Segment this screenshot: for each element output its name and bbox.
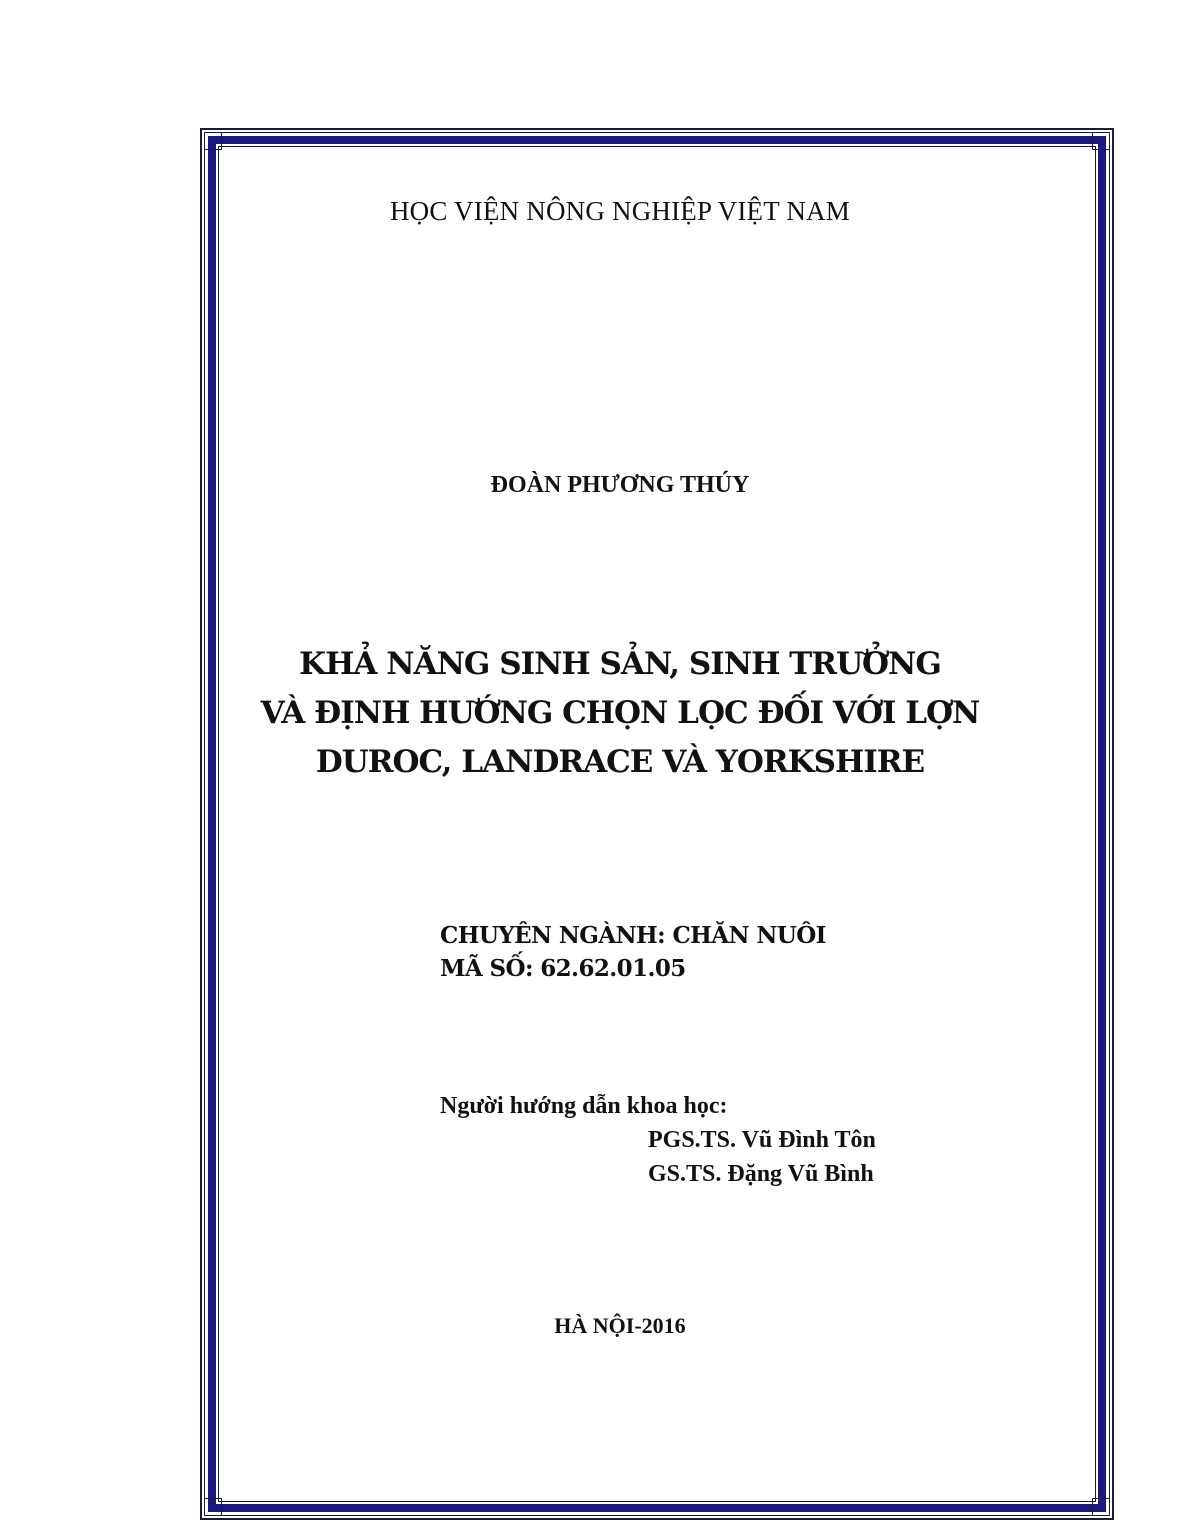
frame-corner-bottom-right — [1092, 1498, 1110, 1516]
place-year: HÀ NỘI-2016 — [554, 1313, 686, 1338]
frame-corner-bottom-left — [204, 1498, 222, 1516]
page-frame-inner — [218, 146, 1096, 1502]
thesis-title — [0, 640, 1190, 787]
author-name: ĐOÀN PHƯƠNG THÚY — [490, 472, 750, 498]
thesis-title-line: KHẢ NĂNG SINH SẢN, SINH TRƯỞNG — [299, 646, 941, 682]
major-label: CHUYÊN NGÀNH: CHĂN NUÔI — [440, 922, 826, 949]
advisor-name: GS.TS. Đặng Vũ Bình — [648, 1161, 874, 1187]
frame-corner-top-right — [1092, 132, 1110, 150]
frame-corner-top-left — [204, 132, 222, 150]
thesis-title-line: VÀ ĐỊNH HƯỚNG CHỌN LỌC ĐỐI VỚI LỢN — [260, 695, 980, 731]
advisor-name: PGS.TS. Vũ Đình Tôn — [648, 1127, 876, 1153]
institution-name: HỌC VIỆN NÔNG NGHIỆP VIỆT NAM — [389, 196, 851, 226]
thesis-title-line: DUROC, LANDRACE VÀ YORKSHIRE — [315, 744, 925, 780]
major-code: MÃ SỐ: 62.62.01.05 — [440, 955, 686, 982]
advisor-label: Người hướng dẫn khoa học: — [440, 1093, 728, 1119]
